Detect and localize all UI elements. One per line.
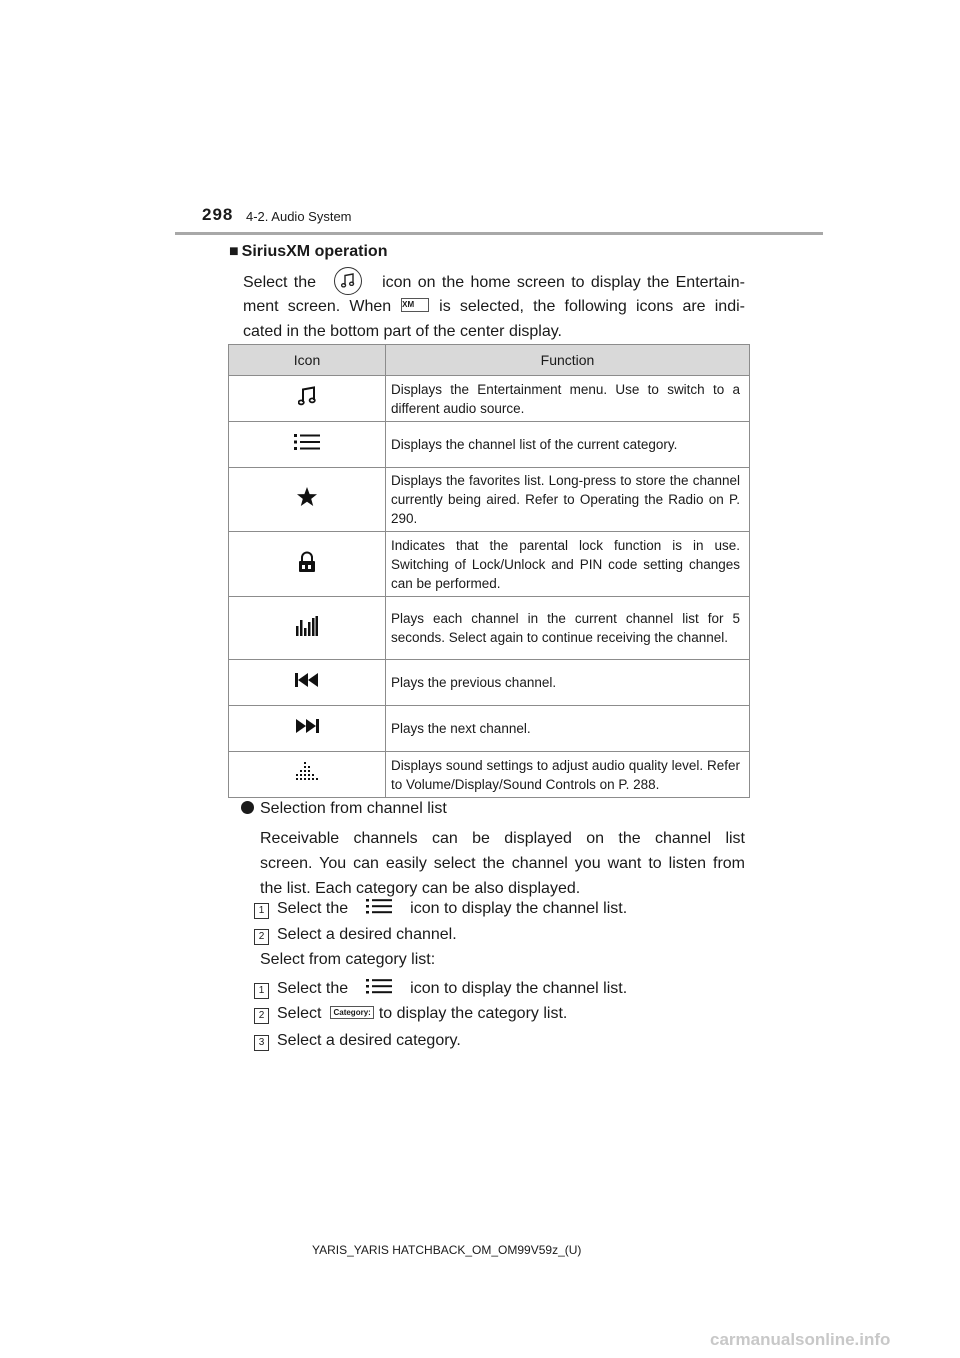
column-header-function: Function [386, 345, 750, 376]
selection-paragraph [260, 826, 745, 901]
function-text: Plays each channel in the current channel list for 5 seconds. Select again to continue receiving the channel. [386, 597, 750, 660]
table-row [229, 468, 750, 532]
section-heading [229, 243, 387, 261]
function-text: Displays the channel list of the current category. [386, 422, 750, 468]
step-item [254, 925, 457, 945]
sound-settings-icon [296, 762, 318, 782]
table-row [229, 422, 750, 468]
table-row [229, 706, 750, 752]
step-text: Select a desired category. [277, 1032, 461, 1049]
step-number: 2 [254, 1008, 269, 1024]
icon-function-table [228, 344, 750, 798]
table-row [229, 376, 750, 422]
music-note-icon [298, 386, 316, 406]
intro-text-1: Select the [243, 274, 317, 292]
step-item [254, 1004, 567, 1024]
selection-heading [241, 800, 447, 818]
selection-line: the list. Each category can be also displayed. [260, 880, 581, 897]
step-text: Select a desired channel. [277, 926, 457, 943]
xm-button-icon: XM [401, 298, 429, 312]
selection-line: screen. You can easily select the channel you want to listen from [260, 855, 745, 872]
function-text: Displays the favorites list. Long-press to store the channel currently being aired. Refer to Operating the Radio on P. 290. [386, 468, 750, 532]
step-text: icon to display the channel list. [410, 980, 628, 998]
list-icon [366, 978, 392, 1000]
step-text: Select the [277, 980, 349, 998]
table-row [229, 752, 750, 798]
previous-icon [295, 673, 319, 687]
function-text: Displays sound settings to adjust audio quality level. Refer to Volume/Display/Sound Controls on P. 288. [386, 752, 750, 798]
page-footer: YARIS_YARIS HATCHBACK_OM_OM99V59z_(U) [312, 1243, 582, 1257]
table-row [229, 532, 750, 597]
intro-text-5: cated in the bottom part of the center display. [243, 323, 562, 340]
intro-text-3: ment screen. When [243, 298, 392, 315]
function-text: Displays the Entertainment menu. Use to switch to a different audio source. [386, 376, 750, 422]
page-header [175, 200, 823, 234]
step-item [254, 1031, 461, 1051]
step-text: to display the category list. [378, 1005, 568, 1022]
page-number: 298 [202, 205, 234, 224]
scan-icon [296, 616, 318, 636]
function-text: Plays the previous channel. [386, 660, 750, 706]
column-header-icon: Icon [229, 345, 386, 376]
star-icon [296, 486, 318, 508]
step-text: icon to display the channel list. [410, 900, 628, 918]
next-icon [295, 719, 319, 733]
lock-icon [298, 551, 316, 573]
intro-text-4: is selected, the following icons are indi- [439, 298, 745, 315]
selection-title: Selection from channel list [260, 800, 447, 817]
function-text: Indicates that the parental lock function is in use. Switching of Lock/Unlock and PIN code setting changes can be performed. [386, 532, 750, 597]
function-text: Plays the next channel. [386, 706, 750, 752]
table-row [229, 597, 750, 660]
step-text: Select the [277, 900, 349, 918]
intro-paragraph [243, 269, 745, 344]
watermark: carmanualsonline.info [710, 1330, 891, 1349]
table-row [229, 660, 750, 706]
step-number: 3 [254, 1035, 269, 1051]
list-icon [294, 433, 320, 451]
intro-text-2: icon on the home screen to display the Entertain- [382, 274, 746, 292]
category-button-icon: Category: [330, 1006, 373, 1019]
step-number: 1 [254, 983, 269, 999]
step-number: 2 [254, 929, 269, 945]
list-icon [366, 898, 392, 920]
round-bullet-icon [241, 801, 254, 814]
step-number: 1 [254, 903, 269, 919]
square-bullet-icon: ■ [229, 243, 239, 260]
step-item [254, 898, 627, 918]
section-title: 4-2. Audio System [246, 209, 352, 224]
music-circle-icon [334, 267, 362, 295]
step-item [254, 978, 627, 998]
heading-text: SiriusXM operation [241, 243, 388, 260]
header-divider [175, 232, 823, 235]
selection-line: Receivable channels can be displayed on the channel list [260, 830, 745, 847]
step-text: Select [277, 1005, 322, 1022]
category-intro: Select from category list: [260, 951, 436, 968]
